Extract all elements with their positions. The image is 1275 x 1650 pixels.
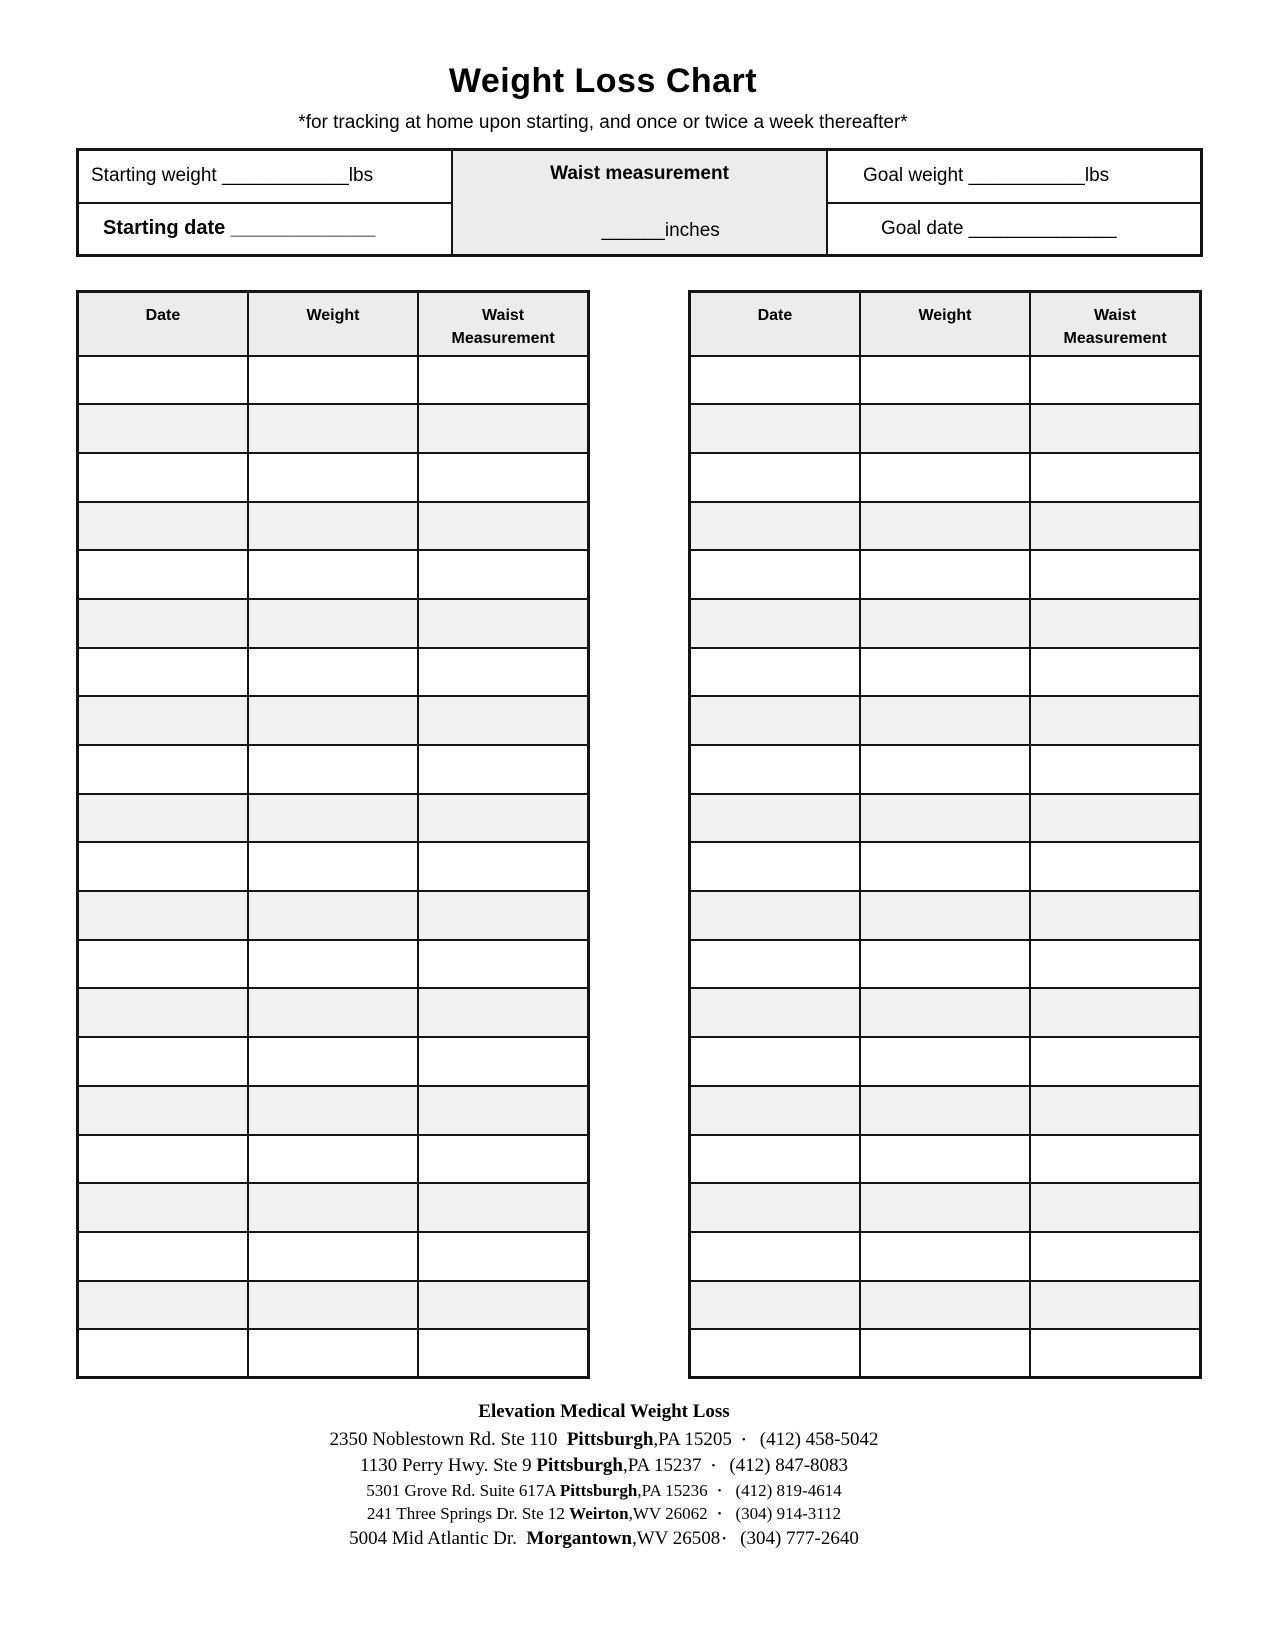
location-address: 241 Three Springs Dr. Ste 12 [366, 1504, 570, 1524]
location-line [0, 1529, 1208, 1550]
log-cell [248, 1037, 418, 1086]
column-header: Date [690, 292, 860, 356]
log-cell [78, 550, 248, 599]
log-row [78, 1086, 589, 1135]
log-cell [78, 794, 248, 843]
waist-measurement-row [453, 198, 826, 264]
location-address: 5301 Grove Rd. Suite 617A [366, 1480, 560, 1500]
log-row [690, 1086, 1201, 1135]
starting-weight-unit: lbs [348, 165, 374, 187]
waist-measurement-section [453, 151, 828, 254]
log-row [690, 891, 1201, 940]
log-row [78, 1329, 589, 1378]
starting-weight-row [79, 151, 451, 204]
location-line [0, 1456, 1208, 1477]
log-cell [248, 940, 418, 989]
log-cell [1030, 599, 1200, 648]
log-cell [78, 988, 248, 1037]
summary-form [76, 148, 1203, 257]
page-title: Weight Loss Chart [448, 62, 758, 100]
location-list [0, 1430, 1208, 1550]
log-cell [690, 1086, 860, 1135]
log-cell [860, 1329, 1030, 1378]
goal-date-label: Goal date [881, 217, 969, 239]
log-cell [1030, 356, 1200, 405]
location-state-zip: ,PA 15205 [653, 1429, 732, 1450]
log-cell [418, 502, 588, 551]
log-row [690, 453, 1201, 502]
log-cell [248, 599, 418, 648]
log-cell [690, 794, 860, 843]
log-cell [690, 599, 860, 648]
location-city: Pittsburgh [566, 1429, 654, 1450]
log-cell [418, 453, 588, 502]
log-cell [248, 1135, 418, 1184]
log-cell [248, 794, 418, 843]
log-cell [248, 1329, 418, 1378]
log-row [690, 745, 1201, 794]
log-row [78, 502, 589, 551]
log-cell [860, 1281, 1030, 1330]
goal-date-blank: ______________ [968, 217, 1117, 239]
column-header: Weight [248, 292, 418, 356]
log-cell [860, 599, 1030, 648]
log-cell [860, 1037, 1030, 1086]
log-cell [418, 842, 588, 891]
log-cell [1030, 1037, 1200, 1086]
log-cell [78, 696, 248, 745]
log-row [78, 1135, 589, 1184]
log-cell [248, 453, 418, 502]
waist-measurement-unit: inches [664, 220, 720, 241]
waist-measurement-label: Waist measurement [550, 163, 729, 184]
log-table-right [688, 290, 1202, 1379]
location-state-zip: ,WV 26508 [631, 1528, 721, 1550]
log-row [78, 404, 589, 453]
log-cell [248, 696, 418, 745]
log-cell [1030, 1232, 1200, 1281]
log-cell [418, 794, 588, 843]
location-phone: (304) 914-3112 [735, 1504, 842, 1524]
location-state-zip: ,WV 26062 [628, 1504, 708, 1524]
log-row [690, 1183, 1201, 1232]
log-cell [418, 648, 588, 697]
log-cell [860, 1135, 1030, 1184]
log-cell [78, 1135, 248, 1184]
location-state-zip: ,PA 15236 [637, 1480, 708, 1500]
log-cell [1030, 1183, 1200, 1232]
column-header: Waist Measurement [1030, 292, 1200, 356]
log-cell [860, 1183, 1030, 1232]
location-phone: (412) 458-5042 [759, 1429, 879, 1450]
starting-date-label: Starting date [103, 217, 231, 240]
bullet-separator-icon: • [717, 1508, 722, 1521]
log-cell [1030, 940, 1200, 989]
location-city: Morgantown [526, 1528, 632, 1550]
log-row [690, 988, 1201, 1037]
bullet-separator-icon: • [717, 1484, 722, 1497]
goal-date-row [828, 204, 1200, 255]
log-row [78, 745, 589, 794]
location-city: Pittsburgh [559, 1480, 638, 1500]
log-row [78, 550, 589, 599]
log-cell [78, 891, 248, 940]
log-row [690, 842, 1201, 891]
log-cell [1030, 696, 1200, 745]
log-row [690, 599, 1201, 648]
log-cell [690, 404, 860, 453]
column-header: Date [78, 292, 248, 356]
log-row [690, 696, 1201, 745]
log-cell [418, 745, 588, 794]
log-cell [418, 1281, 588, 1330]
log-cell [78, 1232, 248, 1281]
log-cell [690, 648, 860, 697]
log-cell [690, 550, 860, 599]
log-cell [78, 1329, 248, 1378]
footer [0, 1401, 1208, 1550]
log-cell [690, 842, 860, 891]
log-cell [248, 745, 418, 794]
log-row [690, 1329, 1201, 1378]
log-cell [248, 1232, 418, 1281]
log-cell [248, 502, 418, 551]
log-cell [248, 356, 418, 405]
log-cell [418, 356, 588, 405]
log-row [690, 356, 1201, 405]
log-cell [1030, 745, 1200, 794]
log-cell [248, 1183, 418, 1232]
log-cell [690, 1329, 860, 1378]
log-cell [418, 696, 588, 745]
log-cell [690, 502, 860, 551]
log-row [78, 1281, 589, 1330]
log-row [78, 891, 589, 940]
log-row [690, 1281, 1201, 1330]
starting-weight-blank: ____________ [221, 165, 349, 187]
log-cell [860, 696, 1030, 745]
log-row [78, 988, 589, 1037]
bullet-separator-icon: • [741, 1434, 746, 1446]
log-table-left [76, 290, 590, 1379]
log-cell [1030, 404, 1200, 453]
log-row [690, 940, 1201, 989]
log-row [78, 453, 589, 502]
location-city: Weirton [569, 1504, 629, 1524]
starting-date-row [79, 204, 451, 255]
log-cell [78, 648, 248, 697]
log-cell [860, 1232, 1030, 1281]
log-cell [1030, 1281, 1200, 1330]
log-cell [78, 404, 248, 453]
log-cell [860, 940, 1030, 989]
waist-measurement-blank: ______ [601, 220, 665, 241]
log-cell [418, 1329, 588, 1378]
log-cell [418, 1037, 588, 1086]
log-cell [1030, 648, 1200, 697]
log-row [690, 404, 1201, 453]
log-row [690, 1135, 1201, 1184]
log-cell [690, 1232, 860, 1281]
log-cell [690, 988, 860, 1037]
log-cell [1030, 502, 1200, 551]
log-row [690, 1232, 1201, 1281]
location-address: 2350 Noblestown Rd. Ste 110 [329, 1429, 567, 1450]
log-row [78, 1232, 589, 1281]
goal-weight-blank: ___________ [968, 165, 1085, 187]
log-cell [418, 1232, 588, 1281]
log-cell [418, 891, 588, 940]
starting-section [79, 151, 453, 254]
log-cell [690, 891, 860, 940]
log-cell [690, 745, 860, 794]
log-cell [78, 1037, 248, 1086]
log-row [690, 502, 1201, 551]
log-cell [860, 404, 1030, 453]
log-cell [860, 988, 1030, 1037]
log-row [78, 696, 589, 745]
log-cell [1030, 794, 1200, 843]
starting-weight-label: Starting weight [91, 165, 222, 187]
location-phone: (412) 819-4614 [735, 1480, 842, 1500]
log-cell [78, 745, 248, 794]
log-header-row [78, 292, 589, 356]
location-line [0, 1482, 1208, 1501]
log-cell [418, 599, 588, 648]
log-cell [860, 356, 1030, 405]
log-cell [78, 453, 248, 502]
log-cell [860, 1086, 1030, 1135]
log-row [78, 356, 589, 405]
log-cell [1030, 550, 1200, 599]
location-address: 1130 Perry Hwy. Ste 9 [359, 1454, 537, 1476]
log-cell [860, 794, 1030, 843]
log-cell [860, 891, 1030, 940]
log-cell [690, 1281, 860, 1330]
log-cell [248, 550, 418, 599]
log-row [690, 794, 1201, 843]
log-cell [78, 1183, 248, 1232]
log-cell [78, 599, 248, 648]
clinic-name: Elevation Medical Weight Loss [478, 1401, 730, 1422]
log-cell [860, 502, 1030, 551]
log-row [78, 794, 589, 843]
log-cell [1030, 1329, 1200, 1378]
log-cell [860, 550, 1030, 599]
log-cell [418, 550, 588, 599]
log-cell [1030, 1086, 1200, 1135]
log-cell [418, 1135, 588, 1184]
log-cell [248, 1086, 418, 1135]
location-phone: (304) 777-2640 [740, 1528, 859, 1550]
goal-section [828, 151, 1200, 254]
log-cell [78, 502, 248, 551]
goal-weight-row [828, 151, 1200, 204]
log-cell [1030, 1135, 1200, 1184]
log-row [78, 1037, 589, 1086]
log-cell [860, 453, 1030, 502]
log-cell [1030, 453, 1200, 502]
log-cell [248, 404, 418, 453]
log-cell [418, 404, 588, 453]
location-line [0, 1430, 1208, 1451]
goal-weight-unit: lbs [1084, 165, 1110, 187]
location-city: Pittsburgh [536, 1454, 623, 1476]
log-cell [1030, 891, 1200, 940]
column-header: Waist Measurement [418, 292, 588, 356]
log-cell [690, 356, 860, 405]
log-cell [690, 696, 860, 745]
log-row [690, 1037, 1201, 1086]
log-cell [860, 745, 1030, 794]
log-cell [1030, 988, 1200, 1037]
log-cell [418, 1183, 588, 1232]
goal-weight-label: Goal weight [863, 165, 969, 187]
location-state-zip: ,PA 15237 [622, 1454, 702, 1476]
bullet-separator-icon: • [722, 1533, 727, 1546]
log-cell [690, 1135, 860, 1184]
log-cell [690, 940, 860, 989]
location-line [0, 1505, 1208, 1524]
log-cell [418, 1086, 588, 1135]
log-cell [418, 940, 588, 989]
title-block [0, 62, 1206, 134]
log-cell [248, 1281, 418, 1330]
log-cell [418, 988, 588, 1037]
log-row [78, 842, 589, 891]
log-row [78, 599, 589, 648]
log-cell [78, 940, 248, 989]
log-header-row [690, 292, 1201, 356]
log-cell [78, 1086, 248, 1135]
page-subtitle: *for tracking at home upon starting, and once or twice a week thereafter* [298, 112, 908, 133]
log-cell [1030, 842, 1200, 891]
log-cell [248, 988, 418, 1037]
location-address: 5004 Mid Atlantic Dr. [349, 1528, 527, 1550]
log-row [78, 1183, 589, 1232]
log-cell [78, 1281, 248, 1330]
log-cell [860, 842, 1030, 891]
log-cell [248, 648, 418, 697]
log-cell [248, 842, 418, 891]
log-row [690, 648, 1201, 697]
log-row [78, 648, 589, 697]
log-cell [78, 842, 248, 891]
log-cell [690, 1037, 860, 1086]
bullet-separator-icon: • [711, 1459, 716, 1472]
location-phone: (412) 847-8083 [729, 1454, 849, 1476]
log-row [78, 940, 589, 989]
starting-date-blank: _____________ [230, 217, 376, 240]
log-cell [248, 891, 418, 940]
log-cell [690, 453, 860, 502]
log-row [690, 550, 1201, 599]
log-cell [860, 648, 1030, 697]
column-header: Weight [860, 292, 1030, 356]
log-cell [78, 356, 248, 405]
log-cell [690, 1183, 860, 1232]
